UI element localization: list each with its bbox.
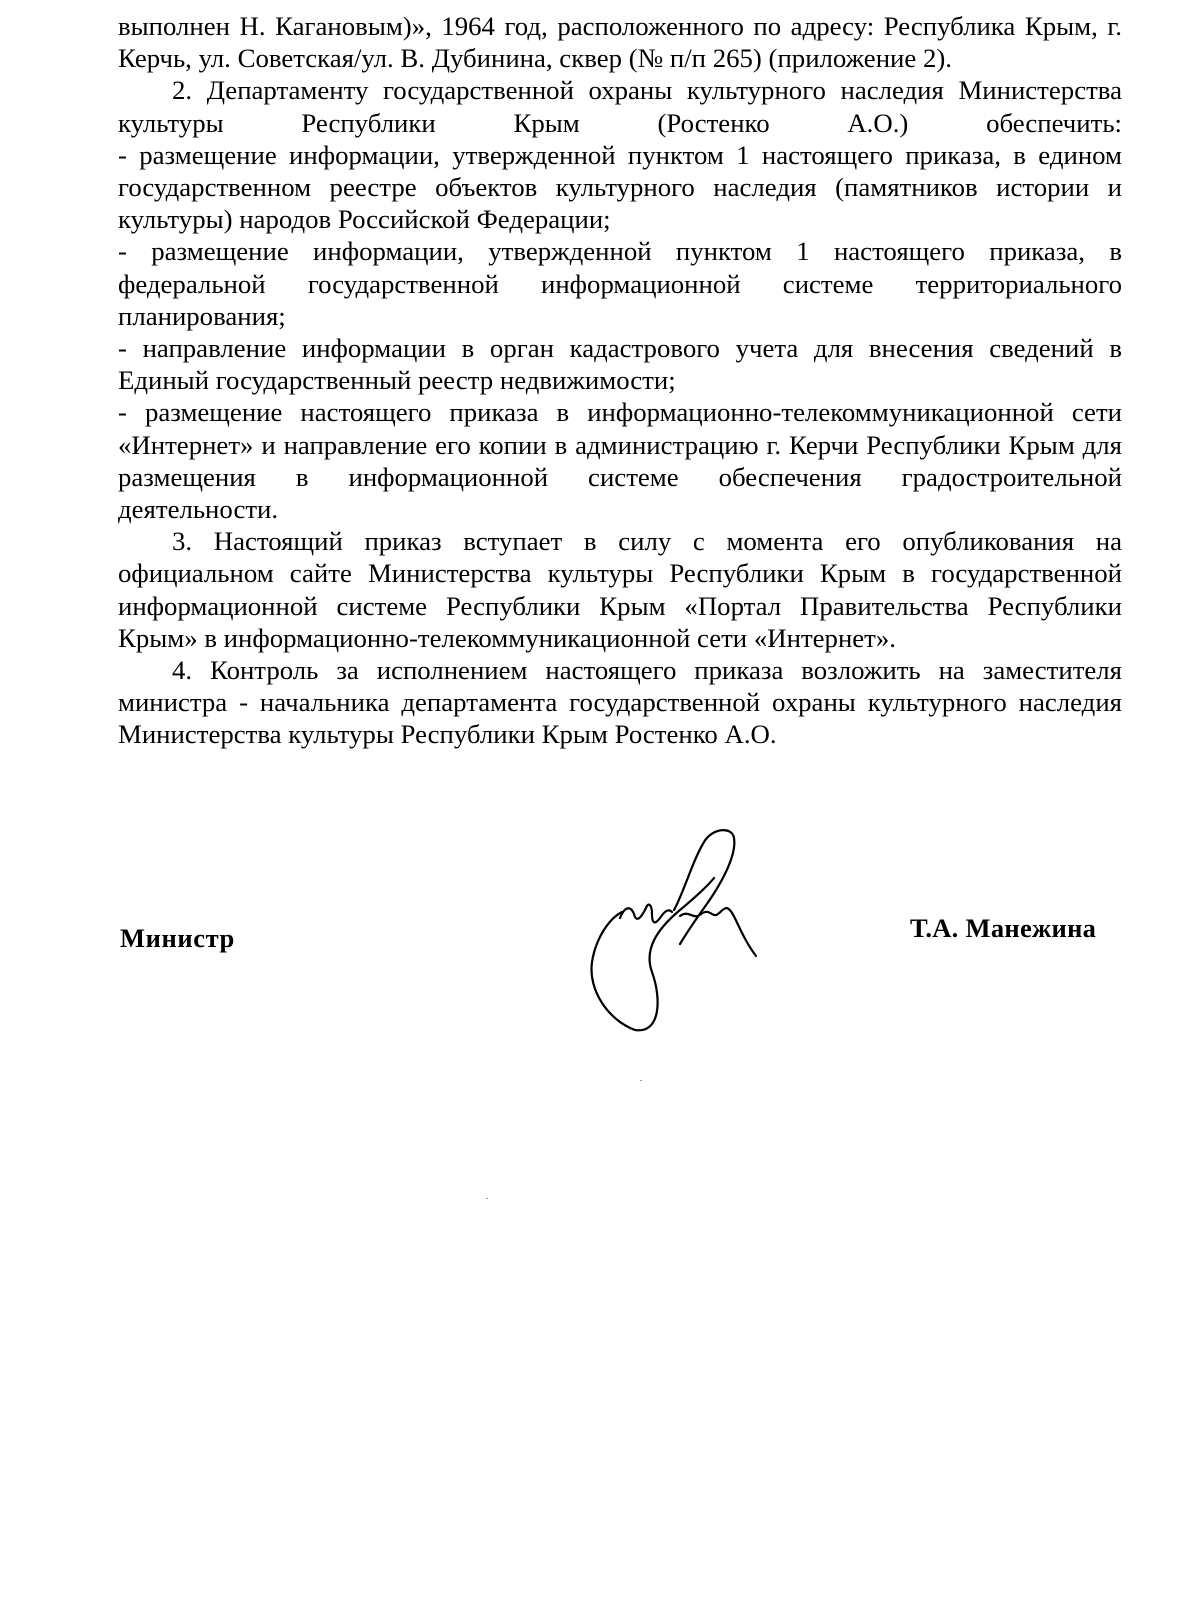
paragraph-continuation: выполнен Н. Кагановым)», 1964 год, расположенного по адресу: Республика Крым, г. Керчь, ул. Советская/ул. В. Дубинина, сквер (№ п/п 265) (приложение 2). — [118, 11, 1122, 74]
paragraph-bullet-planning-system: - размещение информации, утвержденной пунктом 1 настоящего приказа, в федеральной государственной информационной системе территориального планирования; — [118, 236, 1122, 331]
scan-speck — [640, 1080, 642, 1081]
scan-speck — [486, 1198, 488, 1199]
paragraph-bullet-cadastre: - направление информации в орган кадастрового учета для внесения сведений в Единый государственный реестр недвижимости; — [118, 333, 1122, 396]
paragraph-item-3: 3. Настоящий приказ вступает в силу с момента его опубликования на официальном сайте Министерства культуры Республики Крым в государственной информационной системе Республики Крым «Портал Правительства Республики Крым» в информационно-телекоммуникационной сети «Интернет». — [118, 526, 1122, 653]
handwritten-signature — [580, 822, 770, 1036]
paragraph-bullet-internet: - размещение настоящего приказа в информационно-телекоммуникационной сети «Интернет» и направление его копии в администрацию г. Керчи Республики Крым для размещения в информационной системе обеспечения градостроительной деятельности. — [118, 397, 1122, 525]
signatory-name: Т.А. Манежина — [910, 913, 1097, 943]
document-body — [118, 10, 1122, 751]
signatory-title: Министр — [120, 923, 235, 953]
paragraph-item-2: 2. Департаменту государственной охраны культурного наследия Министерства культуры Республики Крым (Ростенко А.О.) обеспечить: — [118, 75, 1122, 138]
paragraph-item-4: 4. Контроль за исполнением настоящего приказа возложить на заместителя министра - начальника департамента государственной охраны культурного наследия Министерства культуры Республики Крым Ростенко А.О. — [118, 655, 1122, 750]
paragraph-bullet-registry: - размещение информации, утвержденной пунктом 1 настоящего приказа, в едином государственном реестре объектов культурного наследия (памятников истории и культуры) народов Российской Федерации; — [118, 139, 1122, 235]
